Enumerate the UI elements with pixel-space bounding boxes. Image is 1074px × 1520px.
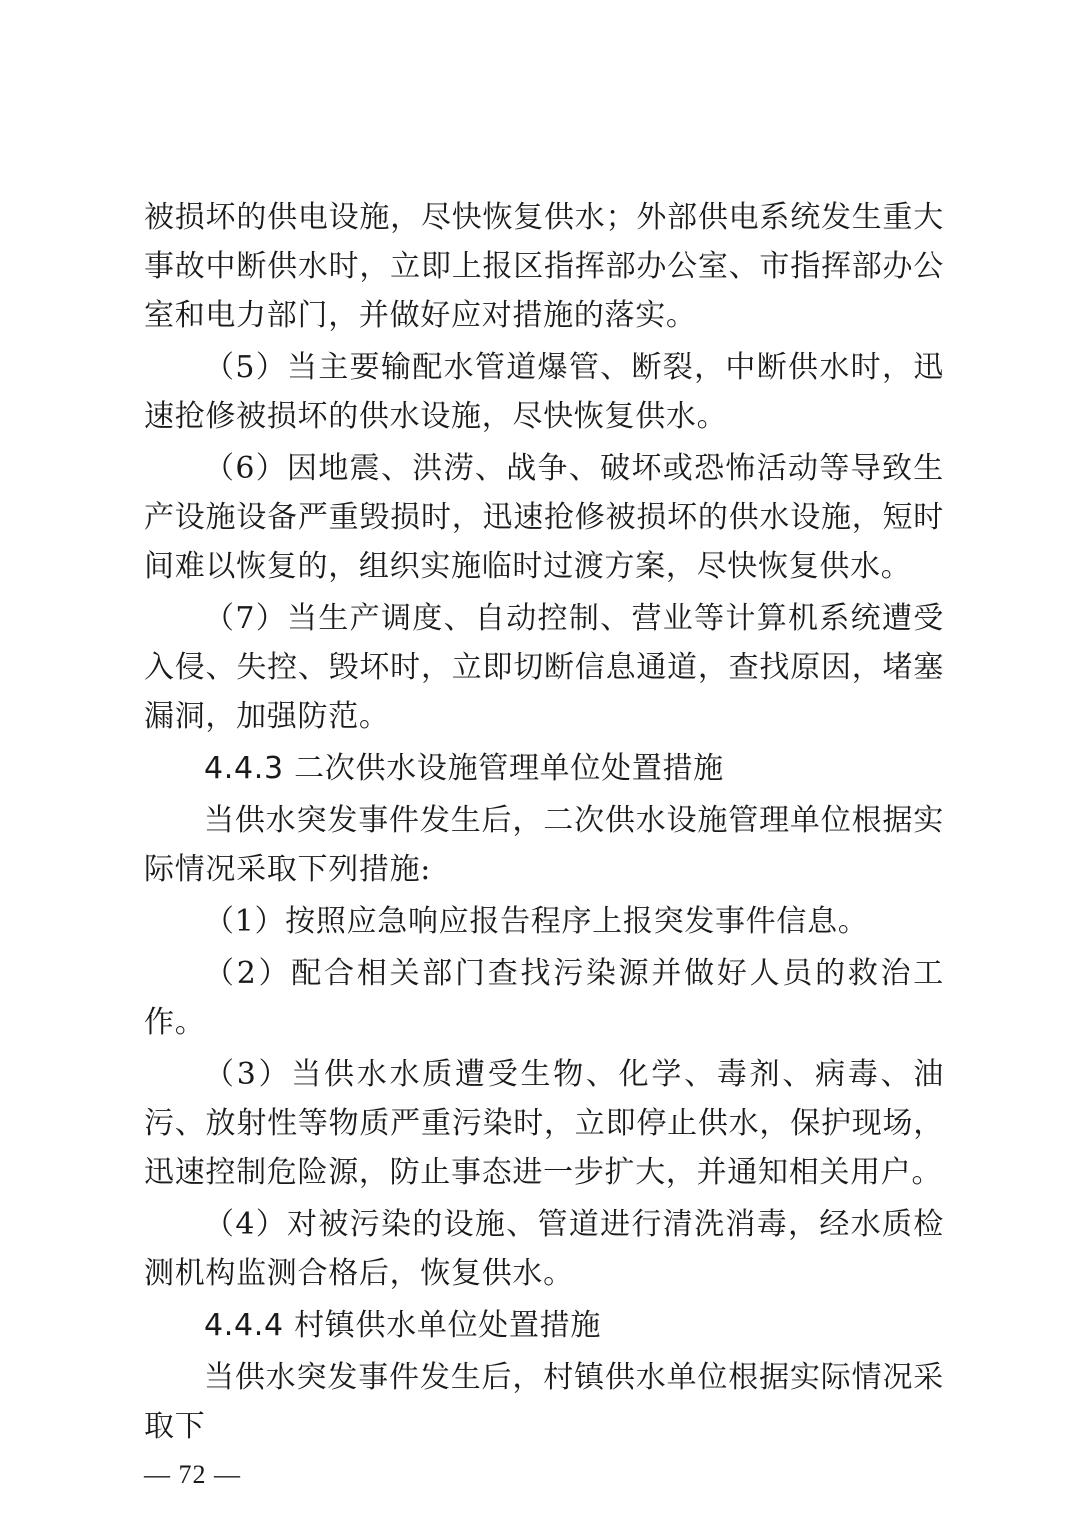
paragraph-item-5: （5）当主要输配水管道爆管、断裂，中断供水时，迅速抢修被损坏的供水设施，尽快恢复供水。 <box>144 350 944 434</box>
section-heading-4-4-4: 4.4.4 村镇供水单位处置措施 <box>204 1308 602 1343</box>
paragraph-power-supply-continuation: 被损坏的供电设施，尽快恢复供水；外部供电系统发生重大事故中断供水时，立即上报区指挥部办公室、市指挥部办公室和电力部门，并做好应对措施的落实。 <box>144 200 944 333</box>
document-body <box>144 193 944 1451</box>
paragraph-measure-1: （1）按照应急响应报告程序上报突发事件信息。 <box>204 904 869 939</box>
section-heading-4-4-3: 4.4.3 二次供水设施管理单位处置措施 <box>204 751 724 786</box>
paragraph-measure-3: （3）当供水水质遭受生物、化学、毒剂、病毒、油污、放射性等物质严重污染时，立即停止供水，保护现场，迅速控制危险源，防止事态进一步扩大，并通知相关用户。 <box>144 1057 944 1190</box>
page-number: — 72 — <box>144 1460 241 1489</box>
paragraph-secondary-supply-intro: 当供水突发事件发生后，二次供水设施管理单位根据实际情况采取下列措施: <box>144 803 944 887</box>
paragraph-item-6: （6）因地震、洪涝、战争、破坏或恐怖活动等导致生产设施设备严重毁损时，迅速抢修被损坏的供水设施，短时间难以恢复的，组织实施临时过渡方案，尽快恢复供水。 <box>144 451 944 584</box>
paragraph-item-7: （7）当生产调度、自动控制、营业等计算机系统遭受入侵、失控、毁坏时，立即切断信息通道，查找原因，堵塞漏洞，加强防范。 <box>144 601 944 734</box>
paragraph-measure-2: （2）配合相关部门查找污染源并做好人员的救治工作。 <box>144 956 944 1040</box>
paragraph-measure-4: （4）对被污染的设施、管道进行清洗消毒，经水质检测机构监测合格后，恢复供水。 <box>144 1207 944 1291</box>
paragraph-village-supply-intro: 当供水突发事件发生后，村镇供水单位根据实际情况采取下 <box>144 1360 944 1444</box>
